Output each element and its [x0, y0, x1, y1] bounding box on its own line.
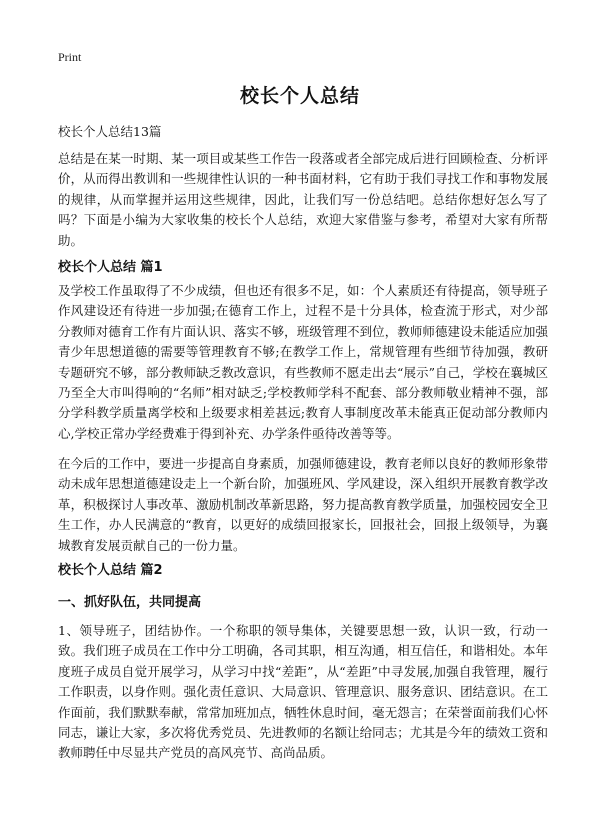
- section2-heading: 校长个人总结 篇2: [58, 563, 163, 578]
- section1-heading: 校长个人总结 篇1: [58, 260, 163, 275]
- print-link[interactable]: Print: [58, 50, 82, 64]
- section2-paragraph-1: 1、领导班子，团结协作。一个称职的领导集体，关键要思想一致，认识一致，行动一致。我们班子成员在工作中分工明确，各司其职，相互沟通，相互信任，和谐相处。本年度班子成员自觉开展学习，从学习中找“差距”，从“差距”中寻发展,加强自我管理，履行工作职责，以身作则。强化责任意识、大局意识、管理意识、服务意识、团结意识。在工作面前，我们默默奉献，常常加班加点，牺牲休息时间，毫无怨言；在荣誉面前我们心怀同志，谦让大家，多次将优秀党员、先进教师的名额让给同志；尤其是今年的绩效工资和教师聘任中尽显共产党员的高风亮节、高尚品质。: [58, 623, 548, 761]
- intro-paragraph: 总结是在某一时期、某一项目或某些工作告一段落或者全部完成后进行回顾检查、分析评价，从而得出教训和一些规律性认识的一种书面材料，它有助于我们寻找工作和事物发展的规律，从而掌握并运用这些规律，因此，让我们写一份总结吧。总结你想好怎么写了吗？下面是小编为大家收集的校长个人总结，欢迎大家借鉴与参考，希望对大家有所帮助。: [58, 151, 548, 248]
- page-title: 校长个人总结: [239, 85, 360, 107]
- document-subtitle: 校长个人总结13篇: [58, 124, 162, 139]
- section2-subheading: 一、抓好队伍，共同提高: [58, 595, 202, 610]
- section1-paragraph-1: 及学校工作虽取得了不少成绩，但也还有很多不足，如：个人素质还有待提高，领导班子作风建设还有待进一步加强;在德育工作上，过程不是十分具体，检查流于形式，对少部分教师对德育工作有片面认识、落实不够，班级管理不到位，教师师德建设未能适应加强青少年思想道德的需要等管理教育不够;在教学工作上，常规管理有些细节待加强，教研专题研究不够，部分教师缺乏教改意识，有些教师不愿走出去“展示”自己，学校在襄城区乃至全大市叫得响的“名师”相对缺乏;学校教师学科不配套、部分教师敬业精神不强，部分学科教学质量离学校和上级要求相差甚远;教育人事制度改革未能真正促动部分教师内心,学校正常办学经费难于得到补充、办学条件亟待改善等等。: [58, 283, 548, 441]
- section1-paragraph-2: 在今后的工作中，要进一步提高自身素质，加强师德建设，教育老师以良好的教师形象带动未成年思想道德建设走上一个新台阶，加强班风、学风建设，深入组织开展教育教学改革，积极探讨人事改革、激励机制改革新思路，努力提高教育教学质量，加强校园安全卫生工作，办人民满意的“教育，以更好的成绩回报家长，回报社会，回报上级领导，为襄城教育发展贡献自己的一份力量。: [58, 456, 548, 553]
